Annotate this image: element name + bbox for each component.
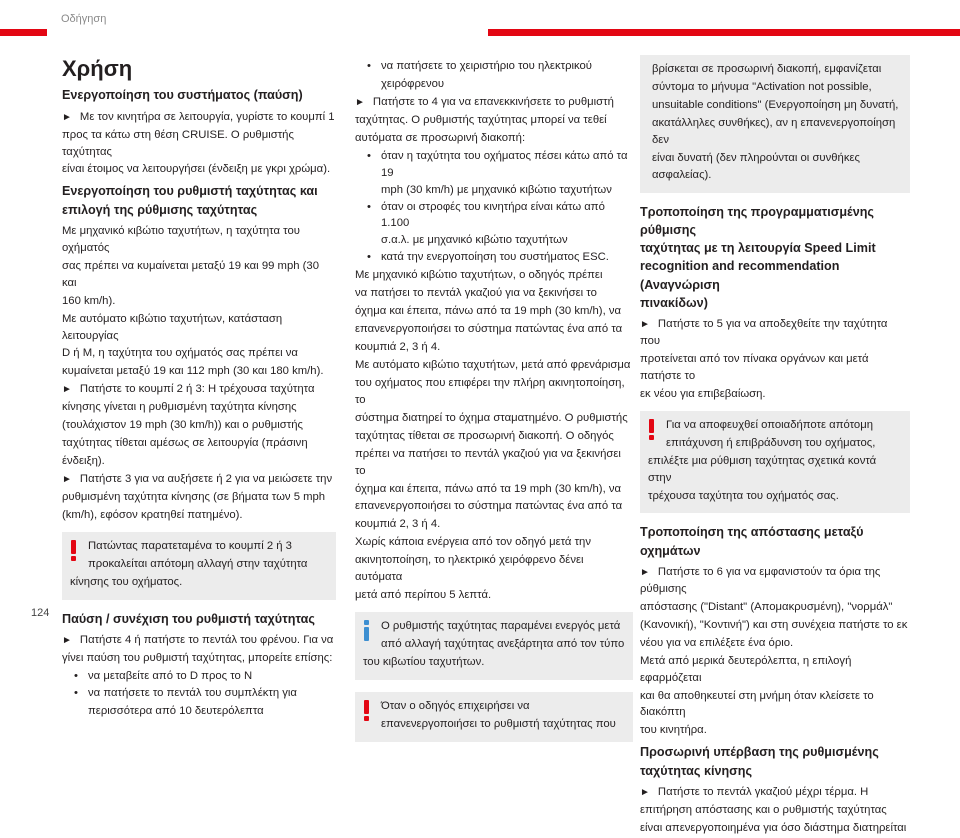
text-line: ► Πατήστε το 6 για να εμφανιστούν τα όρια της ρύθμισης bbox=[640, 564, 910, 598]
text-line: Ο ρυθμιστής ταχύτητας παραμένει ενεργός μετά bbox=[381, 620, 621, 633]
list-item bbox=[355, 148, 633, 199]
text-line: D ή M, η ταχύτητα του οχήματός σας πρέπει να bbox=[62, 347, 298, 360]
paragraph-speed-limit bbox=[640, 316, 910, 403]
text-line: ταχύτητας τίθεται αμέσως σε λειτουργία (πράσινη bbox=[62, 437, 308, 450]
heading-speed-limit-recognition bbox=[640, 203, 910, 313]
text-line: προκαλείται απότομη αλλαγή στην ταχύτητα bbox=[88, 557, 308, 570]
text-line: σας πρέπει να κυμαίνεται μεταξύ 19 και 99 mph (30 και bbox=[62, 259, 319, 289]
text-line: 160 km/h). bbox=[62, 294, 116, 307]
heading-line: ταχύτητας κίνησης bbox=[640, 763, 753, 778]
heading-line: Τροποποίηση της προγραμματισμένης ρύθμισης bbox=[640, 204, 874, 237]
text-line: σ.α.λ. με μηχανικό κιβώτιο ταχυτήτων bbox=[381, 234, 568, 247]
text-line: χειρόφρενου bbox=[381, 77, 445, 90]
chapter-header: Οδήγηση bbox=[61, 13, 107, 25]
text-line: κατά την ενεργοποίηση του συστήματος ESC. bbox=[381, 251, 609, 264]
paragraph-press-button bbox=[62, 381, 336, 470]
column-2 bbox=[355, 58, 633, 752]
text-line: ταχύτητας τίθεται σε προσωρινή διακοπή. Ο οδηγός bbox=[355, 429, 614, 442]
text-line: του οχήματος που επιφέρει την πλήρη ακινητοποίηση, το bbox=[355, 376, 625, 406]
text-line: (τουλάχιστον 19 mph (30 km/h)) και ο ρυθμιστής bbox=[62, 419, 303, 432]
text-line: είναι δυνατή (δεν πληρούνται οι συνθήκες ασφαλείας). bbox=[652, 151, 860, 181]
text-line: όχημα και έπειτα, πάνω από τα 19 mph (30 km/h), να bbox=[355, 482, 622, 495]
text-line: Για να αποφευχθεί οποιαδήποτε απότομη bbox=[666, 418, 873, 431]
text-line: κίνησης γίνεται η ρυθμισμένη ταχύτητα κίνησης bbox=[62, 401, 297, 414]
page-title: Χρήση bbox=[62, 56, 133, 81]
heading-line: ταχύτητας με τη λειτουργία Speed Limit bbox=[640, 241, 876, 256]
text-line: κυμαίνεται μεταξύ 19 και 112 mph (30 και 180 km/h). bbox=[62, 365, 324, 378]
text-line: ► Πατήστε 3 για να αυξήσετε ή 2 για να μειώσετε την bbox=[62, 471, 336, 488]
header-accent-bar-right bbox=[488, 29, 960, 36]
text-line: σύστημα διατηρεί το όχημα σταματημένο. Ο ρυθμιστής bbox=[355, 411, 628, 424]
text-line: απόστασης ("Distant" (Απομακρυσμένη), "νορμάλ" bbox=[640, 600, 893, 613]
text-line: του κινητήρα. bbox=[640, 724, 707, 737]
text-line: να πατήσει το πεντάλ γκαζιού για να ξεκινήσει το bbox=[355, 287, 597, 300]
heading-activation: Ενεργοποίηση του συστήματος (παύση) bbox=[62, 88, 303, 103]
text-line: επιτάχυνση ή επιβράδυνση του οχήματος, bbox=[666, 436, 876, 449]
column-3 bbox=[640, 55, 910, 838]
text-line: ► Με τον κινητήρα σε λειτουργία, γυρίστε το κουμπί 1 bbox=[62, 109, 336, 126]
text-line: προς τα κάτω στη θέση CRUISE. Ο ρυθμιστής ταχύτητας bbox=[62, 128, 294, 158]
pause-options-list bbox=[62, 668, 336, 702]
text-line: Με μηχανικό κιβώτιο ταχυτήτων, η ταχύτητα του οχήματός bbox=[62, 224, 300, 254]
warning-exclamation-icon bbox=[648, 419, 656, 439]
paragraph-manual-gearbox bbox=[355, 267, 633, 356]
paragraph-select-speed bbox=[62, 223, 336, 380]
list-item: • να πατήσετε το χειριστήριο του ηλεκτρικού bbox=[355, 58, 633, 75]
heading-select-speed bbox=[62, 182, 336, 219]
text-line: Όταν ο οδηγός επιχειρήσει να bbox=[381, 699, 530, 712]
heading-line: πινακίδων) bbox=[640, 295, 708, 310]
text-line: επιλέξτε μια ρύθμιση ταχύτητας σχετικά κοντά στην bbox=[648, 454, 877, 484]
paragraph-resume bbox=[355, 94, 633, 147]
text-line: επανενεργοποιήσει το σύστημα πατώντας ένα από τα bbox=[355, 323, 623, 336]
text-line: ► Πατήστε το 5 για να αποδεχθείτε την ταχύτητα που bbox=[640, 316, 910, 350]
list-item: • να πατήσετε το πεντάλ του συμπλέκτη για bbox=[62, 685, 336, 702]
text-line: ► Πατήστε το 4 για να επανεκκινήσετε το ρυθμιστή bbox=[355, 94, 633, 111]
paragraph-override bbox=[640, 784, 910, 837]
header-accent-bar-left bbox=[0, 29, 47, 36]
text-line: αυτόματα σε προσωρινή διακοπή: bbox=[355, 131, 526, 144]
text-line: επιτήρηση απόστασης και ο ρυθμιστής ταχύτητας bbox=[640, 803, 887, 816]
text-line: και θα αποθηκευτεί στη μνήμη όταν κλείσετε το διακόπτη bbox=[640, 689, 874, 719]
text-line: όχημα και έπειτα, πάνω από τα 19 mph (30 km/h), να bbox=[355, 305, 622, 318]
text-line: πρέπει να πατήσει το πεντάλ γκαζιού για να ξεκινήσει το bbox=[355, 447, 621, 477]
text-line: mph (30 km/h) με μηχανικό κιβώτιο ταχυτήτων bbox=[381, 183, 612, 196]
text-line: βρίσκεται σε προσωρινή διακοπή, εμφανίζεται bbox=[652, 63, 882, 75]
pause-options-list-cont bbox=[355, 58, 633, 75]
paragraph-pause bbox=[62, 632, 336, 667]
text-line: μετά από περίπου 5 λεπτά. bbox=[355, 589, 492, 602]
text-line: Με αυτόματο κιβώτιο ταχυτήτων, κατάσταση λειτουργίας bbox=[62, 312, 283, 342]
page-number: 124 bbox=[31, 607, 50, 619]
auto-pause-conditions-list bbox=[355, 148, 633, 267]
text-line: ακινητοποίηση, το ηλεκτρικό χειρόφρενο δένει αυτόματα bbox=[355, 554, 584, 584]
text-line: ρυθμισμένη ταχύτητα κίνησης (σε βήματα των 5 mph bbox=[62, 490, 326, 503]
heading-line: recognition and recommendation (Αναγνώριση bbox=[640, 259, 840, 292]
list-item bbox=[355, 249, 633, 266]
text-line: Πατώντας παρατεταμένα το κουμπί 2 ή 3 bbox=[88, 539, 292, 552]
text-line: unsuitable conditions" (Ενεργοποίηση μη δυνατή, bbox=[652, 98, 899, 111]
text-line: τρέχουσα ταχύτητα του οχήματός σας. bbox=[648, 489, 839, 502]
heading-pause-resume: Παύση / συνέχιση του ρυθμιστή ταχύτητας bbox=[62, 611, 315, 626]
text-line: του κιβωτίου ταχυτήτων. bbox=[363, 655, 485, 668]
text-line: όταν η ταχύτητα του οχήματος πέσει κάτω από τα 19 bbox=[381, 149, 628, 179]
warning-box-speed-change bbox=[62, 532, 336, 600]
warning-box-acceleration bbox=[640, 411, 910, 514]
text-line: κουμπιά 2, 3 ή 4. bbox=[355, 518, 441, 531]
text-line: γίνει παύση του ρυθμιστή ταχύτητας, μπορείτε επίσης: bbox=[62, 651, 333, 664]
text-line: είναι έτοιμος να λειτουργήσει (ένδειξη με γκρι χρώμα). bbox=[62, 163, 331, 176]
warning-box-reactivation-cont bbox=[640, 55, 910, 193]
text-line: (km/h), εφόσον κρατηθεί πατημένο). bbox=[62, 508, 243, 521]
text-line: (Κανονική), "Κοντινή") και στη συνέχεια πατήστε το εκ bbox=[640, 618, 908, 631]
text-line: περισσότερα από 10 δευτερόλεπτα bbox=[88, 704, 264, 717]
text-line: ► Πατήστε 4 ή πατήστε το πεντάλ του φρένου. Για να bbox=[62, 632, 336, 649]
heading-line: επιλογή της ρύθμισης ταχύτητας bbox=[62, 202, 258, 217]
text-line: Χωρίς κάποια ενέργεια από τον οδηγό μετά την bbox=[355, 536, 591, 549]
info-icon bbox=[363, 620, 371, 640]
text-line: ένδειξη). bbox=[62, 455, 105, 468]
warning-exclamation-icon bbox=[70, 540, 78, 560]
text-line: από αλλαγή ταχύτητας ανεξάρτητα από τον τύπο bbox=[381, 638, 625, 650]
text-line: ταχύτητας. Ο ρυθμιστής ταχύτητας μπορεί να τεθεί bbox=[355, 113, 607, 126]
paragraph-adjust-speed bbox=[62, 471, 336, 524]
heading-override bbox=[640, 743, 910, 780]
info-box-gear-change bbox=[355, 612, 633, 680]
heading-line: Προσωρινή υπέρβαση της ρυθμισμένης bbox=[640, 745, 879, 760]
text-line: κίνησης του οχήματος. bbox=[70, 575, 183, 588]
text-line: σύντομα το μήνυμα "Activation not possible, bbox=[652, 80, 872, 93]
text-line: Με μηχανικό κιβώτιο ταχυτήτων, ο οδηγός πρέπει bbox=[355, 269, 603, 282]
warning-exclamation-icon bbox=[363, 700, 371, 720]
text-line: επανενεργοποιήσει το σύστημα πατώντας ένα από τα bbox=[355, 500, 623, 513]
list-item: • να μεταβείτε από το D προς το N bbox=[62, 668, 336, 685]
paragraph-distance bbox=[640, 564, 910, 739]
text-line: ► Πατήστε το πεντάλ γκαζιού μέχρι τέρμα. Η bbox=[640, 784, 910, 801]
heading-distance: Τροποποίηση της απόστασης μεταξύ οχημάτων bbox=[640, 525, 864, 558]
heading-line: Ενεργοποίηση του ρυθμιστή ταχύτητας και bbox=[62, 184, 318, 199]
text-line: όταν οι στροφές του κινητήρα είναι κάτω από 1.100 bbox=[381, 200, 605, 230]
text-line: είναι απενεργοποιημένα για όσο διάστημα διατηρείται bbox=[640, 821, 907, 834]
list-item bbox=[355, 199, 633, 250]
text-line: Μετά από μερικά δευτερόλεπτα, η επιλογή εφαρμόζεται bbox=[640, 654, 852, 684]
paragraph-activation bbox=[62, 109, 336, 179]
text-line: κουμπιά 2, 3 ή 4. bbox=[355, 341, 441, 353]
text-line: νέου για να επιλέξετε ένα όριο. bbox=[640, 636, 794, 649]
text-line: επανενεργοποιήσει το ρυθμιστή ταχύτητας που bbox=[381, 717, 616, 730]
text-line: προτείνεται από τον πίνακα οργάνων και μετά πατήστε το bbox=[640, 352, 869, 382]
text-line: ακατάλληλες συνθήκες), αν η επανενεργοποίηση δεν bbox=[652, 116, 896, 146]
column-1 bbox=[62, 54, 336, 721]
text-line: ► Πατήστε το κουμπί 2 ή 3: Η τρέχουσα ταχύτητα bbox=[62, 381, 336, 398]
paragraph-auto-gearbox bbox=[355, 357, 633, 604]
text-line: εκ νέου για επιβεβαίωση. bbox=[640, 387, 766, 400]
warning-box-reactivation bbox=[355, 692, 633, 742]
text-line: Με αυτόματο κιβώτιο ταχυτήτων, μετά από φρενάρισμα bbox=[355, 358, 631, 371]
